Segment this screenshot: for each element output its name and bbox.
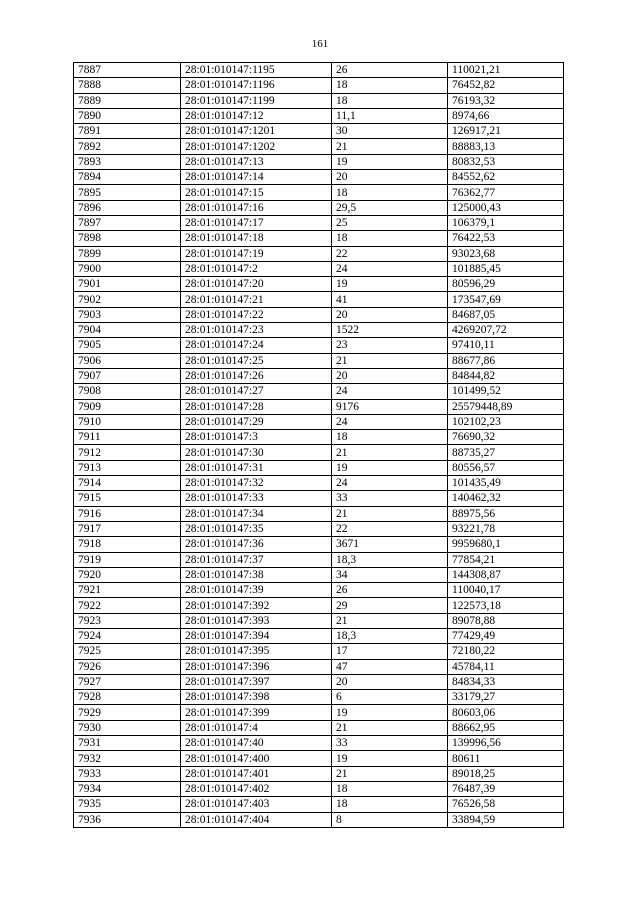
table-row	[74, 720, 564, 735]
row-index-cell: 7901	[74, 277, 181, 292]
cadastral-number-cell: 28:01:010147:1199	[181, 93, 332, 108]
value-cell: 76193,32	[448, 93, 564, 108]
table-row	[74, 628, 564, 643]
value-cell: 106379,1	[448, 215, 564, 230]
row-index-cell: 7892	[74, 139, 181, 154]
value-cell: 77854,21	[448, 552, 564, 567]
area-cell: 24	[332, 384, 448, 399]
table-row	[74, 215, 564, 230]
area-cell: 33	[332, 736, 448, 751]
table-row	[74, 491, 564, 506]
table-row	[74, 399, 564, 414]
area-cell: 25	[332, 215, 448, 230]
table-row	[74, 292, 564, 307]
page-number: 161	[311, 38, 329, 50]
table-body	[74, 63, 564, 828]
area-cell: 20	[332, 307, 448, 322]
value-cell: 97410,11	[448, 338, 564, 353]
area-cell: 18	[332, 93, 448, 108]
value-cell: 144308,87	[448, 567, 564, 582]
cadastral-number-cell: 28:01:010147:29	[181, 414, 332, 429]
row-index-cell: 7900	[74, 261, 181, 276]
area-cell: 23	[332, 338, 448, 353]
row-index-cell: 7917	[74, 521, 181, 536]
value-cell: 102102,23	[448, 414, 564, 429]
row-index-cell: 7928	[74, 690, 181, 705]
value-cell: 9959680,1	[448, 537, 564, 552]
cadastral-number-cell: 28:01:010147:31	[181, 460, 332, 475]
row-index-cell: 7894	[74, 170, 181, 185]
value-cell: 76452,82	[448, 78, 564, 93]
value-cell: 88975,56	[448, 506, 564, 521]
area-cell: 21	[332, 766, 448, 781]
area-cell: 33	[332, 491, 448, 506]
value-cell: 93023,68	[448, 246, 564, 261]
value-cell: 4269207,72	[448, 323, 564, 338]
table-row	[74, 200, 564, 215]
value-cell: 88677,86	[448, 353, 564, 368]
row-index-cell: 7924	[74, 628, 181, 643]
row-index-cell: 7929	[74, 705, 181, 720]
cadastral-number-cell: 28:01:010147:20	[181, 277, 332, 292]
cadastral-number-cell: 28:01:010147:37	[181, 552, 332, 567]
cadastral-number-cell: 28:01:010147:28	[181, 399, 332, 414]
cadastral-number-cell: 28:01:010147:1202	[181, 139, 332, 154]
area-cell: 8	[332, 812, 448, 827]
value-cell: 139996,56	[448, 736, 564, 751]
value-cell: 25579448,89	[448, 399, 564, 414]
row-index-cell: 7913	[74, 460, 181, 475]
area-cell: 30	[332, 124, 448, 139]
table-row	[74, 598, 564, 613]
area-cell: 21	[332, 445, 448, 460]
area-cell: 26	[332, 583, 448, 598]
row-index-cell: 7897	[74, 215, 181, 230]
area-cell: 19	[332, 705, 448, 720]
row-index-cell: 7907	[74, 368, 181, 383]
value-cell: 110021,21	[448, 63, 564, 78]
area-cell: 21	[332, 139, 448, 154]
value-cell: 84687,05	[448, 307, 564, 322]
table-row	[74, 93, 564, 108]
area-cell: 18	[332, 78, 448, 93]
area-cell: 18	[332, 185, 448, 200]
area-cell: 29	[332, 598, 448, 613]
value-cell: 76362,77	[448, 185, 564, 200]
table-row	[74, 705, 564, 720]
table-row	[74, 567, 564, 582]
area-cell: 9176	[332, 399, 448, 414]
row-index-cell: 7935	[74, 797, 181, 812]
row-index-cell: 7930	[74, 720, 181, 735]
value-cell: 88662,95	[448, 720, 564, 735]
value-cell: 80556,57	[448, 460, 564, 475]
row-index-cell: 7887	[74, 63, 181, 78]
value-cell: 126917,21	[448, 124, 564, 139]
table-row	[74, 368, 564, 383]
cadastral-number-cell: 28:01:010147:18	[181, 231, 332, 246]
value-cell: 45784,11	[448, 659, 564, 674]
cadastral-number-cell: 28:01:010147:21	[181, 292, 332, 307]
value-cell: 93221,78	[448, 521, 564, 536]
cadastral-number-cell: 28:01:010147:32	[181, 476, 332, 491]
cadastral-number-cell: 28:01:010147:396	[181, 659, 332, 674]
row-index-cell: 7923	[74, 613, 181, 628]
table-row	[74, 261, 564, 276]
value-cell: 89018,25	[448, 766, 564, 781]
table-row	[74, 613, 564, 628]
value-cell: 80603,06	[448, 705, 564, 720]
cadastral-number-cell: 28:01:010147:13	[181, 154, 332, 169]
area-cell: 3671	[332, 537, 448, 552]
cadastral-number-cell: 28:01:010147:26	[181, 368, 332, 383]
cadastral-number-cell: 28:01:010147:30	[181, 445, 332, 460]
row-index-cell: 7908	[74, 384, 181, 399]
value-cell: 88883,13	[448, 139, 564, 154]
row-index-cell: 7888	[74, 78, 181, 93]
area-cell: 6	[332, 690, 448, 705]
table-row	[74, 185, 564, 200]
row-index-cell: 7898	[74, 231, 181, 246]
cadastral-number-cell: 28:01:010147:24	[181, 338, 332, 353]
area-cell: 22	[332, 521, 448, 536]
row-index-cell: 7936	[74, 812, 181, 827]
row-index-cell: 7893	[74, 154, 181, 169]
table-row	[74, 766, 564, 781]
cadastral-number-cell: 28:01:010147:34	[181, 506, 332, 521]
area-cell: 22	[332, 246, 448, 261]
area-cell: 20	[332, 170, 448, 185]
table-row	[74, 277, 564, 292]
area-cell: 21	[332, 613, 448, 628]
area-cell: 24	[332, 476, 448, 491]
value-cell: 76690,32	[448, 430, 564, 445]
area-cell: 34	[332, 567, 448, 582]
row-index-cell: 7912	[74, 445, 181, 460]
row-index-cell: 7915	[74, 491, 181, 506]
value-cell: 33894,59	[448, 812, 564, 827]
area-cell: 19	[332, 460, 448, 475]
cadastral-number-cell: 28:01:010147:22	[181, 307, 332, 322]
row-index-cell: 7934	[74, 781, 181, 796]
area-cell: 18,3	[332, 628, 448, 643]
table-row	[74, 63, 564, 78]
cadastral-number-cell: 28:01:010147:394	[181, 628, 332, 643]
row-index-cell: 7895	[74, 185, 181, 200]
cadastral-number-cell: 28:01:010147:25	[181, 353, 332, 368]
row-index-cell: 7922	[74, 598, 181, 613]
area-cell: 24	[332, 261, 448, 276]
cadastral-number-cell: 28:01:010147:397	[181, 674, 332, 689]
value-cell: 80596,29	[448, 277, 564, 292]
row-index-cell: 7902	[74, 292, 181, 307]
table-row	[74, 537, 564, 552]
area-cell: 17	[332, 644, 448, 659]
data-table	[73, 62, 564, 828]
cadastral-number-cell: 28:01:010147:3	[181, 430, 332, 445]
value-cell: 122573,18	[448, 598, 564, 613]
area-cell: 21	[332, 353, 448, 368]
table-row	[74, 414, 564, 429]
cadastral-number-cell: 28:01:010147:15	[181, 185, 332, 200]
area-cell: 26	[332, 63, 448, 78]
value-cell: 76487,39	[448, 781, 564, 796]
table-row	[74, 552, 564, 567]
cadastral-number-cell: 28:01:010147:17	[181, 215, 332, 230]
value-cell: 72180,22	[448, 644, 564, 659]
row-index-cell: 7914	[74, 476, 181, 491]
table-row	[74, 674, 564, 689]
cadastral-number-cell: 28:01:010147:39	[181, 583, 332, 598]
row-index-cell: 7899	[74, 246, 181, 261]
area-cell: 21	[332, 506, 448, 521]
row-index-cell: 7903	[74, 307, 181, 322]
area-cell: 1522	[332, 323, 448, 338]
row-index-cell: 7905	[74, 338, 181, 353]
row-index-cell: 7896	[74, 200, 181, 215]
area-cell: 21	[332, 720, 448, 735]
cadastral-number-cell: 28:01:010147:33	[181, 491, 332, 506]
row-index-cell: 7909	[74, 399, 181, 414]
table-row	[74, 231, 564, 246]
area-cell: 18	[332, 797, 448, 812]
area-cell: 20	[332, 674, 448, 689]
cadastral-number-cell: 28:01:010147:27	[181, 384, 332, 399]
table-row	[74, 307, 564, 322]
value-cell: 80832,53	[448, 154, 564, 169]
cadastral-number-cell: 28:01:010147:395	[181, 644, 332, 659]
value-cell: 101499,52	[448, 384, 564, 399]
cadastral-number-cell: 28:01:010147:14	[181, 170, 332, 185]
row-index-cell: 7904	[74, 323, 181, 338]
table-row	[74, 751, 564, 766]
table-row	[74, 521, 564, 536]
table-row	[74, 246, 564, 261]
area-cell: 24	[332, 414, 448, 429]
cadastral-number-cell: 28:01:010147:401	[181, 766, 332, 781]
area-cell: 41	[332, 292, 448, 307]
value-cell: 101435,49	[448, 476, 564, 491]
table-row	[74, 430, 564, 445]
area-cell: 18	[332, 430, 448, 445]
row-index-cell: 7927	[74, 674, 181, 689]
table-row	[74, 690, 564, 705]
area-cell: 47	[332, 659, 448, 674]
table-row	[74, 659, 564, 674]
cadastral-number-cell: 28:01:010147:16	[181, 200, 332, 215]
value-cell: 140462,32	[448, 491, 564, 506]
cadastral-number-cell: 28:01:010147:403	[181, 797, 332, 812]
row-index-cell: 7891	[74, 124, 181, 139]
cadastral-number-cell: 28:01:010147:398	[181, 690, 332, 705]
cadastral-number-cell: 28:01:010147:393	[181, 613, 332, 628]
table-row	[74, 108, 564, 123]
value-cell: 101885,45	[448, 261, 564, 276]
table-row	[74, 78, 564, 93]
cadastral-number-cell: 28:01:010147:36	[181, 537, 332, 552]
row-index-cell: 7931	[74, 736, 181, 751]
value-cell: 80611	[448, 751, 564, 766]
area-cell: 18	[332, 231, 448, 246]
table-row	[74, 124, 564, 139]
value-cell: 76422,53	[448, 231, 564, 246]
area-cell: 29,5	[332, 200, 448, 215]
row-index-cell: 7921	[74, 583, 181, 598]
cadastral-number-cell: 28:01:010147:23	[181, 323, 332, 338]
table-row	[74, 154, 564, 169]
value-cell: 88735,27	[448, 445, 564, 460]
area-cell: 20	[332, 368, 448, 383]
value-cell: 33179,27	[448, 690, 564, 705]
table-row	[74, 323, 564, 338]
cadastral-number-cell: 28:01:010147:1196	[181, 78, 332, 93]
row-index-cell: 7920	[74, 567, 181, 582]
cadastral-number-cell: 28:01:010147:1195	[181, 63, 332, 78]
table-row	[74, 460, 564, 475]
cadastral-number-cell: 28:01:010147:392	[181, 598, 332, 613]
area-cell: 18	[332, 781, 448, 796]
cadastral-number-cell: 28:01:010147:12	[181, 108, 332, 123]
table-row	[74, 353, 564, 368]
table-row	[74, 644, 564, 659]
table-row	[74, 338, 564, 353]
table-row	[74, 476, 564, 491]
row-index-cell: 7925	[74, 644, 181, 659]
row-index-cell: 7889	[74, 93, 181, 108]
row-index-cell: 7918	[74, 537, 181, 552]
cadastral-number-cell: 28:01:010147:40	[181, 736, 332, 751]
value-cell: 84552,62	[448, 170, 564, 185]
cadastral-number-cell: 28:01:010147:402	[181, 781, 332, 796]
area-cell: 19	[332, 277, 448, 292]
cadastral-number-cell: 28:01:010147:399	[181, 705, 332, 720]
cadastral-number-cell: 28:01:010147:2	[181, 261, 332, 276]
row-index-cell: 7919	[74, 552, 181, 567]
table-row	[74, 781, 564, 796]
row-index-cell: 7911	[74, 430, 181, 445]
value-cell: 89078,88	[448, 613, 564, 628]
table-row	[74, 812, 564, 827]
cadastral-number-cell: 28:01:010147:35	[181, 521, 332, 536]
row-index-cell: 7890	[74, 108, 181, 123]
value-cell: 84844,82	[448, 368, 564, 383]
cadastral-number-cell: 28:01:010147:4	[181, 720, 332, 735]
area-cell: 19	[332, 154, 448, 169]
cadastral-number-cell: 28:01:010147:19	[181, 246, 332, 261]
row-index-cell: 7916	[74, 506, 181, 521]
value-cell: 84834,33	[448, 674, 564, 689]
cadastral-number-cell: 28:01:010147:38	[181, 567, 332, 582]
row-index-cell: 7906	[74, 353, 181, 368]
cadastral-number-cell: 28:01:010147:400	[181, 751, 332, 766]
table-row	[74, 736, 564, 751]
row-index-cell: 7932	[74, 751, 181, 766]
table-row	[74, 583, 564, 598]
table-row	[74, 384, 564, 399]
table-row	[74, 445, 564, 460]
value-cell: 8974,66	[448, 108, 564, 123]
row-index-cell: 7933	[74, 766, 181, 781]
table-row	[74, 170, 564, 185]
cadastral-number-cell: 28:01:010147:404	[181, 812, 332, 827]
table-row	[74, 797, 564, 812]
cadastral-number-cell: 28:01:010147:1201	[181, 124, 332, 139]
area-cell: 11,1	[332, 108, 448, 123]
value-cell: 110040,17	[448, 583, 564, 598]
value-cell: 173547,69	[448, 292, 564, 307]
row-index-cell: 7926	[74, 659, 181, 674]
value-cell: 77429,49	[448, 628, 564, 643]
area-cell: 18,3	[332, 552, 448, 567]
table-row	[74, 506, 564, 521]
value-cell: 125000,43	[448, 200, 564, 215]
table-row	[74, 139, 564, 154]
area-cell: 19	[332, 751, 448, 766]
row-index-cell: 7910	[74, 414, 181, 429]
value-cell: 76526,58	[448, 797, 564, 812]
